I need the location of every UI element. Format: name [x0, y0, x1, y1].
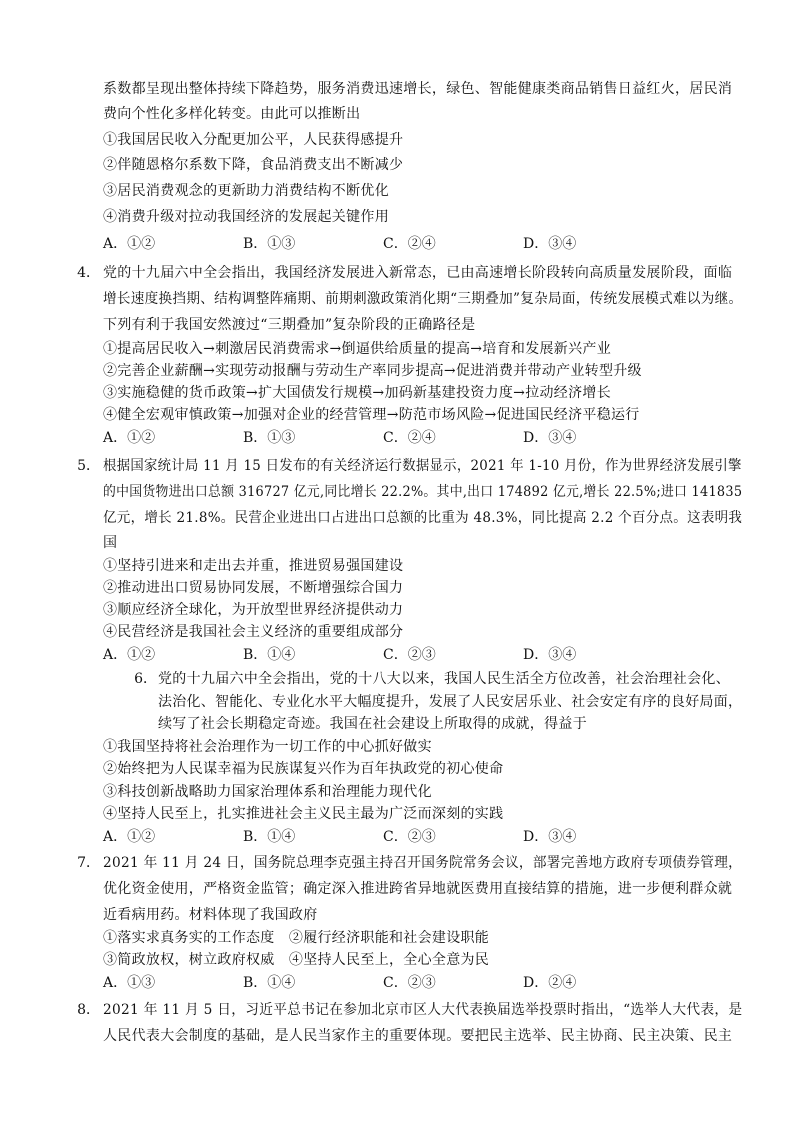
q4-number: 4． [77, 265, 100, 281]
q3-item-4: ④消费升级对拉动我国经济的发展起关键作用 [103, 209, 389, 225]
q6-item-3: ③科技创新战略助力国家治理体系和治理能力现代化 [103, 784, 432, 800]
q4-stem-line-2: 增长速度换挡期、结构调整阵痛期、前期刺激政策消化期“三期叠加”复杂局面，传统发展模式难以为继。 [103, 291, 743, 307]
q8-stem-line-2: 人民代表大会制度的基础，是人民当家作主的重要体现。要把民主选举、民主协商、民主决策、民主 [103, 1028, 733, 1044]
q7-stem-line-3: 近看病用药。材料体现了我国政府 [103, 907, 318, 923]
q4-option-b[interactable]: B．①③ [243, 430, 296, 446]
q4-option-a[interactable]: A．①② [103, 430, 156, 446]
q7-items-line-1: ①落实求真务实的工作态度 ②履行经济职能和社会建设职能 [103, 930, 490, 946]
q5-option-b[interactable]: B．①④ [243, 647, 296, 663]
q7-option-c[interactable]: C．②③ [383, 975, 436, 991]
q4-stem-line-3: 下列有利于我国安然渡过“三期叠加”复杂阶段的正确路径是 [103, 317, 476, 333]
q4-item-3: ③实施稳健的货币政策→扩大国债发行规模→加码新基建投资力度→拉动经济增长 [103, 385, 611, 401]
q5-item-3: ③顺应经济全球化，为开放型世界经济提供动力 [103, 602, 404, 618]
q6-item-1: ①我国坚持将社会治理作为一切工作的中心抓好做实 [103, 739, 432, 755]
q7-option-b[interactable]: B．①④ [243, 975, 296, 991]
q6-stem-line-1: 党的十九届六中全会指出，党的十八大以来，我国人民生活全方位改善，社会治理社会化、 [158, 671, 730, 687]
q8-stem-line-1: 2021 年 11 月 5 日，习近平总书记在参加北京市区人大代表换届选举投票时指出，“选举人大代表，是 [103, 1002, 743, 1018]
q6-stem-line-3: 续写了社会长期稳定奇迹。我国在社会建设上所取得的成就，得益于 [158, 716, 587, 732]
q7-option-a[interactable]: A．①③ [103, 975, 156, 991]
q5-item-2: ②推动进出口贸易协同发展，不断增强综合国力 [103, 580, 404, 596]
q6-option-d[interactable]: D．③④ [523, 829, 577, 845]
q4-item-4: ④健全宏观审慎政策→加强对企业的经营管理→防范市场风险→促进国民经济平稳运行 [103, 407, 640, 423]
q6-stem-line-2: 法治化、智能化、专业化水平大幅度提升，发展了人民安居乐业、社会安定有序的良好局面， [158, 694, 743, 710]
q5-number: 5． [77, 458, 100, 474]
q3-option-a[interactable]: A．①② [103, 236, 156, 252]
q4-stem-line-1: 党的十九届六中全会指出，我国经济发展进入新常态，已由高速增长阶段转向高质量发展阶段，面临 [103, 265, 733, 281]
q3-option-b[interactable]: B．①③ [243, 236, 296, 252]
q7-number: 7． [77, 855, 100, 871]
q7-option-d[interactable]: D．②④ [523, 975, 577, 991]
q5-stem-line-3: 亿元，增长 21.8%。民营企业进出口占进出口总额的比重为 48.3%，同比提高 2.2 个百分点。这表明我 [103, 510, 743, 526]
q6-options [103, 827, 683, 849]
q6-item-4: ④坚持人民至上，扎实推进社会主义民主最为广泛而深刻的实践 [103, 806, 504, 822]
q8-number: 8． [77, 1002, 100, 1018]
q5-option-a[interactable]: A．①② [103, 647, 156, 663]
q5-stem-line-2: 的中国货物进出口总额 316727 亿元,同比增长 22.2%。其中,出口 174892 亿元,增长 22.5%;进口 141835 [103, 484, 743, 500]
q5-stem-line-1: 根据国家统计局 11 月 15 日发布的有关经济运行数据显示，2021 年 1-10 月份，作为世界经济发展引擎 [103, 458, 742, 474]
q3-item-3: ③居民消费观念的更新助力消费结构不断优化 [103, 183, 389, 199]
q7-stem-line-2: 优化资金使用，严格资金监管；确定深入推进跨省异地就医费用直接结算的措施，进一步便利群众就 [103, 881, 733, 897]
q7-stem-line-1: 2021 年 11 月 24 日，国务院总理李克强主持召开国务院常务会议，部署完善地方政府专项债券管理， [103, 855, 743, 871]
q5-option-d[interactable]: D．③④ [523, 647, 577, 663]
q4-option-d[interactable]: D．③④ [523, 430, 577, 446]
q4-item-1: ①提高居民收入→刺激居民消费需求→倒逼供给质量的提高→培育和发展新兴产业 [103, 341, 611, 357]
q5-options [103, 645, 683, 667]
q4-option-c[interactable]: C．②④ [383, 430, 436, 446]
q4-options [103, 428, 683, 450]
q3-item-2: ②伴随恩格尔系数下降，食品消费支出不断减少 [103, 157, 404, 173]
q3-stem-line-2: 费向个性化多样化转变。由此可以推断出 [103, 106, 361, 122]
q3-stem-line-1: 系数都呈现出整体持续下降趋势，服务消费迅速增长，绿色、智能健康类商品销售日益红火，居民消 [103, 81, 733, 97]
q6-option-c[interactable]: C．②③ [383, 829, 436, 845]
q6-item-2: ②始终把为人民谋幸福为民族谋复兴作为百年执政党的初心使命 [103, 761, 504, 777]
q6-number: 6． [134, 671, 157, 687]
q3-options [103, 234, 683, 256]
q6-option-a[interactable]: A．①② [103, 829, 156, 845]
q5-item-1: ①坚持引进来和走出去并重，推进贸易强国建设 [103, 558, 404, 574]
q5-item-4: ④民营经济是我国社会主义经济的重要组成部分 [103, 624, 404, 640]
q5-stem-line-4: 国 [103, 535, 118, 551]
q7-items-line-2: ③简政放权，树立政府权威 ④坚持人民至上，全心全意为民 [103, 952, 490, 968]
q3-option-c[interactable]: C．②④ [383, 236, 436, 252]
q6-option-b[interactable]: B．①④ [243, 829, 296, 845]
q7-options [103, 973, 683, 995]
q5-option-c[interactable]: C．②③ [383, 647, 436, 663]
q4-item-2: ②完善企业薪酬→实现劳动报酬与劳动生产率同步提高→促进消费并带动产业转型升级 [103, 363, 642, 379]
q3-option-d[interactable]: D．③④ [523, 236, 577, 252]
q3-item-1: ①我国居民收入分配更加公平，人民获得感提升 [103, 132, 404, 148]
